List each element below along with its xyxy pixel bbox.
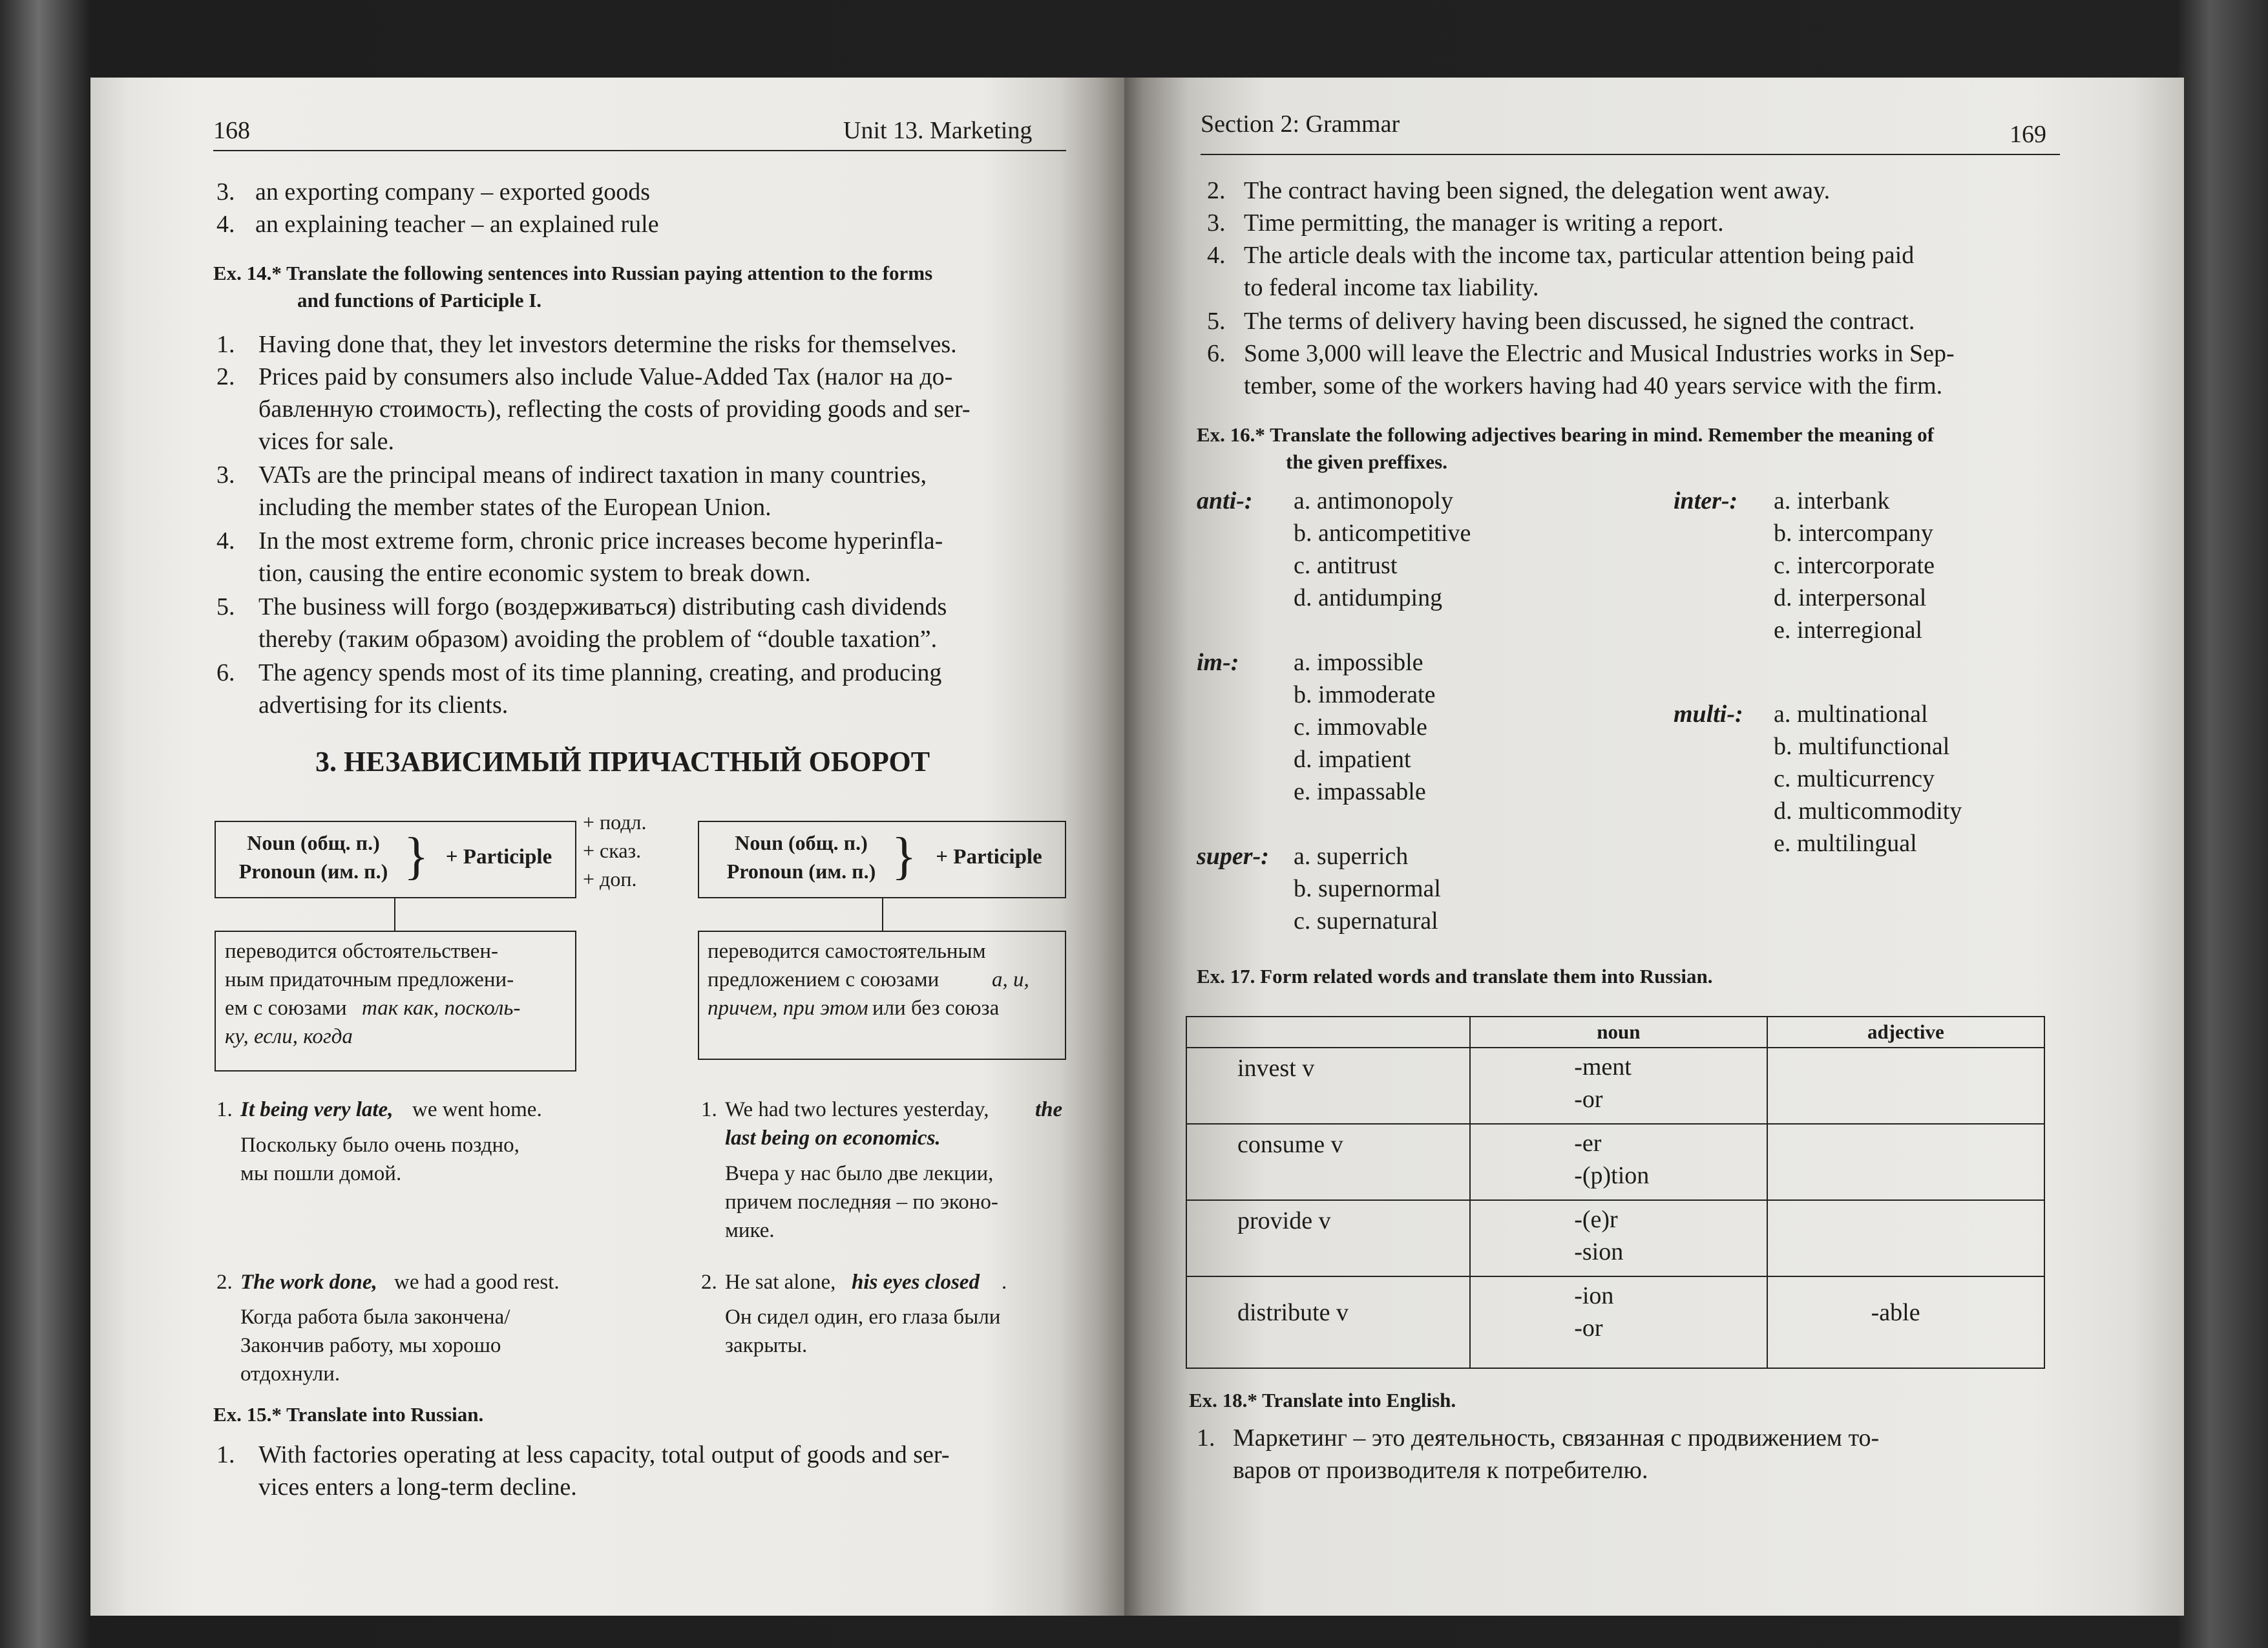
exercise-17-title: Ex. 17. Form related words and translate them into Russian. [1197,965,1713,988]
adjective-cell [1767,1048,2044,1124]
scheme-left-desc: переводится обстоятельствен- [225,940,499,963]
prefix-word: c. supernatural [1294,907,1438,935]
list-item: The contract having been signed, the delegation went away. [1244,177,1831,204]
prefix-word: a. interbank [1774,487,1890,514]
connector-line [882,898,883,931]
verb-text: consume v [1237,1131,1343,1158]
example-translation: Поскольку было очень поздно, [240,1134,520,1157]
noun-cell [1470,1124,1767,1200]
scheme-right-desc: переводится самостоятельным [708,940,986,963]
list-number: 1. [1197,1424,1215,1452]
example-translation: Когда работа была закончена/ [240,1305,510,1329]
prefix-word: e. interregional [1774,617,1923,644]
verb-cell [1186,1276,1470,1368]
list-number: 1. [216,331,235,358]
list-item-cont: vices for sale. [258,428,394,455]
section-3-heading: 3. НЕЗАВИСИМЫЙ ПРИЧАСТНЫЙ ОБОРОТ [315,746,930,777]
verb-text: distribute v [1237,1299,1349,1326]
example-bold: his eyes closed [852,1271,980,1294]
scheme-left-desc: ным придаточным предложени- [225,968,514,991]
noun-suffix: -er [1574,1130,1602,1157]
list-number: 5. [216,593,235,620]
exercise-15-title: Ex. 15.* Translate into Russian. [213,1403,484,1426]
list-number: 2. [216,363,235,390]
noun-suffix: -ment [1574,1053,1632,1081]
example-translation: закрыты. [725,1334,808,1357]
example-text: We had two lectures yesterday, [725,1098,989,1121]
list-item: The agency spends most of its time planning, creating, and producing [258,659,942,686]
list-item-cont: tion, causing the entire economic system to break down. [258,560,811,587]
list-number: 1. [216,1441,235,1468]
example-number: 1. [701,1098,717,1121]
example-translation: Закончив работу, мы хорошо [240,1334,501,1357]
prefix-word: b. multifunctional [1774,733,1950,760]
verb-text: invest v [1237,1055,1315,1082]
list-item: an exporting company – exported goods [255,178,651,206]
scheme-middle-object: + доп. [583,867,637,891]
prefix-label: multi-: [1674,701,1743,728]
prefix-label: anti-: [1197,487,1253,514]
list-number: 2. [1207,177,1226,204]
prefix-label: super-: [1197,843,1269,870]
page-number-left: 168 [213,117,250,144]
list-number: 5. [1207,308,1226,335]
header-rule-right [1201,154,2060,155]
list-number: 4. [216,527,235,555]
example-translation: отдохнули. [240,1362,341,1386]
example-number: 2. [216,1271,233,1294]
exercise-18-title: Ex. 18.* Translate into English. [1189,1389,1456,1411]
list-item-cont: бавленную стоимость), reflecting the costs of providing goods and ser- [258,396,971,423]
left-page [90,78,1124,1616]
example-bold: The work done, [240,1271,377,1294]
prefix-word: d. impatient [1294,746,1411,773]
list-item: VATs are the principal means of indirect taxation in many countries, [258,461,927,489]
verb-text: provide v [1237,1207,1331,1234]
list-number: 3. [1207,209,1226,237]
list-item-cont: advertising for its clients. [258,692,509,719]
list-number: 3. [216,178,235,206]
word-formation-table [1186,1016,2045,1369]
exercise-14-title-cont: and functions of Participle I. [297,289,542,312]
verb-cell [1186,1048,1470,1124]
list-item-cont: tember, some of the workers having had 40 years service with the firm. [1244,372,1943,399]
example-text: we had a good rest. [394,1271,560,1294]
noun-suffix: -(p)tion [1574,1162,1650,1189]
adjective-cell [1767,1200,2044,1276]
running-head-left: Unit 13. Marketing [843,117,1033,144]
right-page [1124,78,2184,1616]
table-row [1186,1124,2044,1200]
list-item: In the most extreme form, chronic price increases become hyperinfla- [258,527,943,555]
list-number: 4. [216,211,235,238]
prefix-word: a. superrich [1294,843,1409,870]
table-header-row [1186,1017,2044,1048]
table-header-adjective: adjective [1767,1017,2044,1048]
list-item-cont: варов от производителя к потребителю. [1233,1457,1648,1484]
list-number: 4. [1207,242,1226,269]
prefix-label: im-: [1197,649,1239,676]
list-item: Having done that, they let investors determine the risks for themselves. [258,331,957,358]
prefix-word: c. intercorporate [1774,552,1935,579]
prefix-word: d. multicommodity [1774,798,1962,825]
example-number: 2. [701,1271,717,1294]
example-text: we went home. [412,1098,542,1121]
prefix-word: b. supernormal [1294,875,1441,902]
list-item: With factories operating at less capacity, total output of goods and ser- [258,1441,950,1468]
adjective-cell: -able [1767,1276,2044,1368]
prefix-word: c. multicurrency [1774,765,1935,792]
example-text: . [1002,1271,1007,1294]
list-number: 3. [216,461,235,489]
table-row [1186,1200,2044,1276]
list-item: an explaining teacher – an explained rule [255,211,659,238]
scheme-right-desc-italic: причем, при этом [708,997,868,1020]
table-row [1186,1048,2044,1124]
scheme-middle-predicate: + сказ. [583,839,642,862]
list-number: 6. [216,659,235,686]
verb-cell [1186,1200,1470,1276]
list-item: Prices paid by consumers also include Value-Added Tax (налог на до- [258,363,953,390]
exercise-16-title-cont: the given preffixes. [1286,450,1447,473]
example-translation: причем последняя – по эконо- [725,1190,998,1214]
brace-icon: } [892,828,917,885]
list-item-cont: vices enters a long-term decline. [258,1474,577,1501]
noun-cell [1470,1048,1767,1124]
prefix-label: inter-: [1674,487,1738,514]
brace-icon: } [404,828,429,885]
scheme-left-noun: Noun (общ. п.) [247,831,380,854]
noun-suffix: -sion [1574,1238,1624,1265]
scheme-left-desc-italic: так как, посколь- [362,997,521,1020]
list-item: The article deals with the income tax, particular attention being paid [1244,242,1915,269]
scheme-right-desc: или без союза [872,997,1000,1020]
scheme-left-pronoun: Pronoun (им. п.) [238,860,388,883]
example-translation: мы пошли домой. [240,1162,402,1185]
example-number: 1. [216,1098,233,1121]
scheme-left-participle: + Participle [445,845,552,869]
prefix-word: c. immovable [1294,713,1427,741]
noun-suffix: -or [1574,1315,1603,1342]
scheme-middle-subject: + подл. [583,810,647,834]
list-item-cont: to federal income tax liability. [1244,274,1539,301]
prefix-word: b. anticompetitive [1294,520,1471,547]
list-item-cont: including the member states of the European Union. [258,494,772,521]
prefix-word: a. multinational [1774,701,1928,728]
scheme-left-desc-italic: ку, если, когда [225,1025,353,1048]
prefix-word: d. antidumping [1294,584,1443,611]
prefix-word: e. impassable [1294,778,1426,805]
list-number: 6. [1207,340,1226,367]
list-item: Some 3,000 will leave the Electric and Musical Industries works in Sep- [1244,340,1955,367]
prefix-word: a. impossible [1294,649,1423,676]
prefix-word: a. antimonopoly [1294,487,1453,514]
scheme-right-pronoun: Pronoun (им. п.) [726,860,876,883]
noun-suffix: -(e)r [1574,1206,1618,1233]
exercise-16-title: Ex. 16.* Translate the following adjectives bearing in mind. Remember the meaning of [1197,423,1934,446]
adjective-cell [1767,1124,2044,1200]
example-translation: мике. [725,1219,775,1242]
table-row [1186,1276,2044,1368]
prefix-word: c. antitrust [1294,552,1398,579]
example-bold: last being on economics. [725,1126,941,1150]
scheme-right-noun: Noun (общ. п.) [735,831,868,854]
scheme-right-desc-italic: а, и, [992,968,1029,991]
list-item: The terms of delivery having been discussed, he signed the contract. [1244,308,1915,335]
header-rule-left [213,150,1066,151]
scheme-left-desc: ем с союзами [225,997,347,1020]
noun-cell [1470,1276,1767,1368]
exercise-14-title: Ex. 14.* Translate the following sentences into Russian paying attention to the forms [213,262,933,284]
prefix-word: d. interpersonal [1774,584,1927,611]
scheme-right-desc: предложением с союзами [708,968,940,991]
table-header-cell [1186,1017,1470,1048]
prefix-word: b. intercompany [1774,520,1933,547]
connector-line [394,898,395,931]
example-translation: Он сидел один, его глаза были [725,1305,1001,1329]
prefix-word: b. immoderate [1294,681,1436,708]
scheme-right-participle: + Participle [936,845,1042,869]
list-item: Маркетинг – это деятельность, связанная с продвижением то- [1233,1424,1880,1452]
verb-cell [1186,1124,1470,1200]
running-head-right: Section 2: Grammar [1201,111,1400,138]
list-item: The business will forgo (воздерживаться) distributing cash dividends [258,593,947,620]
example-translation: Вчера у нас было две лекции, [725,1162,994,1185]
list-item: Time permitting, the manager is writing a report. [1244,209,1724,237]
example-bold: It being very late, [240,1098,394,1121]
noun-cell [1470,1200,1767,1276]
example-text: He sat alone, [725,1271,836,1294]
example-bold: the [1035,1098,1063,1121]
table-header-noun: noun [1470,1017,1767,1048]
noun-suffix: -or [1574,1086,1603,1113]
list-item-cont: thereby (таким образом) avoiding the problem of “double taxation”. [258,626,938,653]
page-number-right: 169 [2010,121,2046,148]
noun-suffix: -ion [1574,1282,1614,1309]
prefix-word: e. multilingual [1774,830,1917,857]
